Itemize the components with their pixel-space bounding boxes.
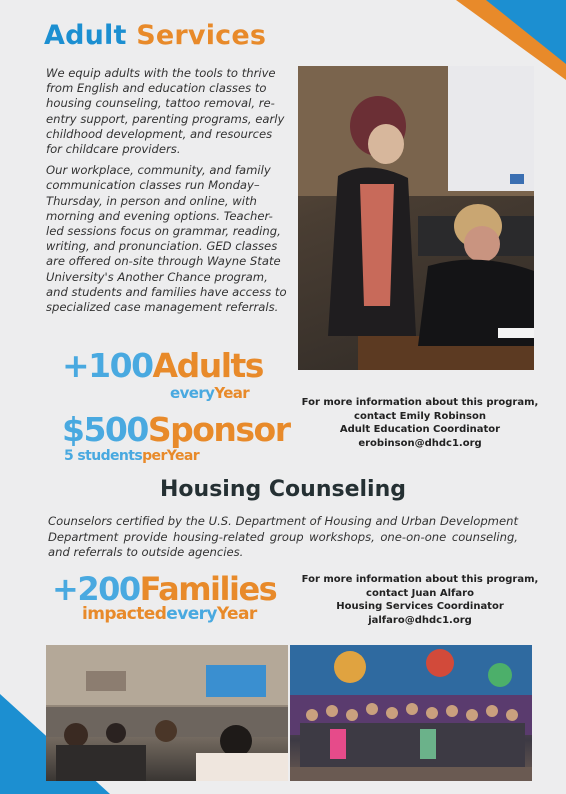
classroom-photo-illustration <box>298 66 534 370</box>
adult-services-title <box>44 20 266 51</box>
stat-adults-headline <box>62 346 263 385</box>
stat-adults-sub-a: every <box>170 384 215 402</box>
stat-families-sub-c: Year <box>216 604 257 624</box>
contact-housing-email[interactable]: jalfaro@dhdc1.org <box>368 614 472 626</box>
contact-adult-name: contact Emily Robinson <box>354 410 486 422</box>
contact-adult-role: Adult Education Coordinator <box>339 424 501 435</box>
stat-adults-number: +100 <box>62 346 153 385</box>
group-photo <box>290 645 532 781</box>
stat-families-number: +200 <box>52 570 140 608</box>
contact-housing-intro: For more information about this program, <box>301 574 539 585</box>
contact-adult-email[interactable]: erobinson@dhdc1.org <box>358 437 482 449</box>
adult-services-description <box>46 66 288 321</box>
intro-paragraph-2: Our workplace, community, and family communication classes run Monday–Thursday, in person and online, with morning and evening options. Teacher-led sessions focus on grammar, reading, writing, and pronunciation. GED classes are offered on-site through Wayne State University's Another Chance program, and students and families have access to specialized case management referrals. <box>46 163 287 315</box>
housing-services-contact <box>300 573 540 627</box>
stat-sponsor-number: $500 <box>62 410 148 449</box>
stat-families-sub-a: impacted <box>82 604 167 624</box>
housing-counseling-description: Counselors certified by the U.S. Department of Housing and Urban Development Department provide housing-related group workshops, one-on-one counseling, and referrals to outside agencies. <box>48 514 518 559</box>
stat-adults-sub-b: Year <box>214 384 250 402</box>
contact-adult-intro: For more information about this program, <box>301 397 539 408</box>
stat-families-headline <box>52 570 276 608</box>
stat-adults-subline <box>170 384 249 402</box>
contact-housing-name: contact Juan Alfaro <box>366 587 474 599</box>
stat-sponsor-sub-a: 5 students <box>64 448 143 464</box>
stat-families-subline <box>82 604 257 624</box>
group-photo-illustration <box>290 645 532 781</box>
stat-families-word: Families <box>139 570 277 608</box>
workshop-photo-illustration <box>46 645 288 781</box>
stat-sponsor-subline <box>64 448 199 464</box>
stat-sponsor-sub-b: perYear <box>142 448 200 464</box>
stat-sponsor-word: Sponsor <box>147 410 290 449</box>
intro-paragraph-1: We equip adults with the tools to thrive from English and education classes to housing counseling, tattoo removal, re-entry support, parenting programs, early childhood development, and resources for childcare providers. <box>46 66 285 157</box>
title-word-adult: Adult <box>44 20 127 51</box>
contact-housing-role: Housing Services Coordinator <box>336 601 504 612</box>
stat-adults-word: Adults <box>152 346 263 385</box>
stat-families-sub-b: every <box>166 604 217 624</box>
adult-education-contact <box>300 396 540 450</box>
stat-sponsor-headline <box>62 410 290 449</box>
housing-counseling-title: Housing Counseling <box>160 477 406 502</box>
workshop-photo <box>46 645 288 781</box>
classroom-photo <box>298 66 534 370</box>
title-word-services: Services <box>136 20 267 51</box>
